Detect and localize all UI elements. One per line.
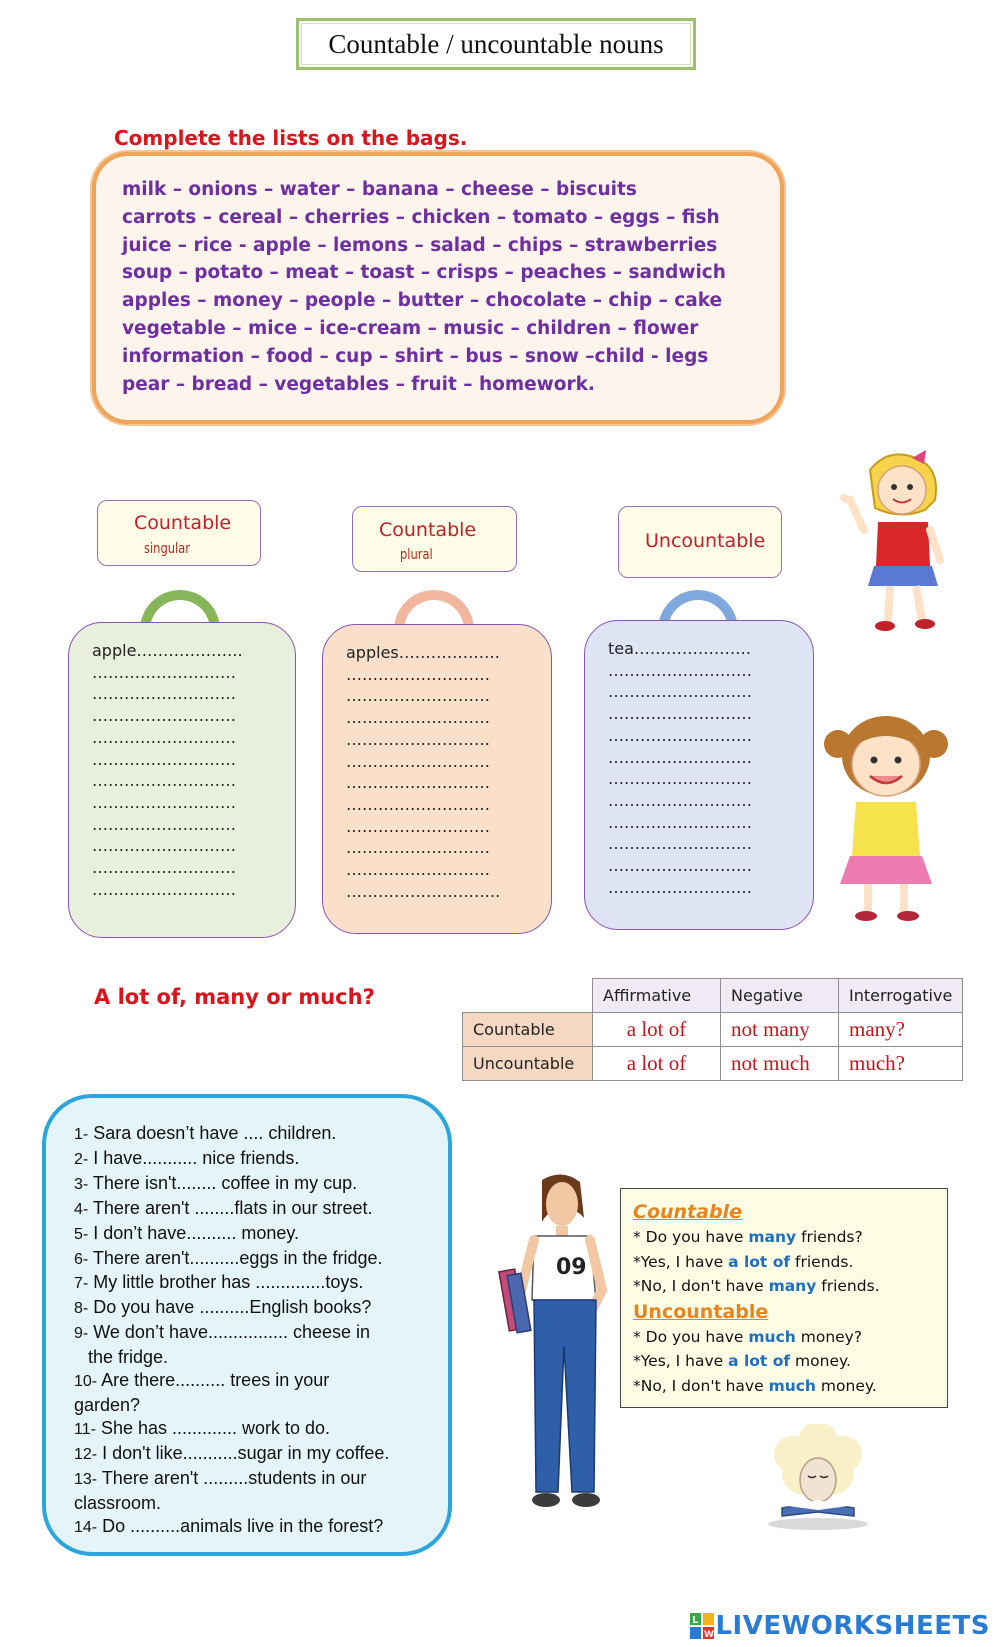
exercise-item[interactable]: 2- I have........... nice friends. [74, 1147, 300, 1168]
exercise-item-continuation: classroom. [74, 1492, 162, 1513]
word-list [122, 176, 782, 398]
table-cell: much? [839, 1047, 963, 1081]
exercise-item-continuation: the fridge. [88, 1347, 169, 1368]
word-line: carrots – cereal – cherries – chicken – tomato – eggs – fish [122, 206, 720, 228]
examples-heading-countable: Countable [633, 1201, 742, 1223]
exercise-item[interactable]: 14- Do ..........animals live in the forest? [74, 1515, 384, 1536]
exercise-item[interactable]: 5- I don’t have.......... money. [74, 1222, 300, 1243]
page-title [296, 18, 696, 70]
grammar-table [462, 978, 963, 1081]
exercise-item[interactable]: 4- There aren't ........flats in our street. [74, 1197, 373, 1218]
blank-line[interactable]: ……………………… [92, 814, 236, 834]
blank-line[interactable]: ……………………… [608, 812, 752, 832]
blank-line[interactable]: ……………………… [92, 879, 236, 899]
bag-lines-uncountable [608, 638, 752, 898]
table-row [463, 1047, 963, 1081]
blank-line[interactable]: ……………………… [92, 792, 236, 812]
example-line: *No, I don't have much money. [633, 1376, 877, 1395]
blank-line[interactable]: ……………………… [346, 773, 490, 793]
label-title: Countable [379, 519, 477, 541]
svg-text:W: W [704, 1630, 715, 1640]
sheep-reading-illustration [752, 1424, 882, 1534]
word-line: information – food – cup – shirt – bus – snow –child - legs [122, 345, 709, 367]
blank-line[interactable]: ……………………… [92, 727, 236, 747]
exercise-item[interactable]: 13- There aren't .........students in our [74, 1467, 367, 1488]
example-line: *Yes, I have a lot of friends. [633, 1252, 854, 1271]
table-header: Affirmative [593, 979, 721, 1013]
section2-heading: A lot of, many or much? [94, 985, 375, 1009]
example-line: * Do you have much money? [633, 1327, 863, 1346]
blank-line[interactable]: ……………………… [92, 662, 236, 682]
blank-line[interactable]: ……………………… [608, 747, 752, 767]
blank-line[interactable]: ……………………… [608, 682, 752, 702]
footer-brand: LIVEWORKSHEETS [715, 1611, 990, 1641]
page-title-text: Countable / uncountable nouns [328, 28, 664, 59]
word-line: soup – potato – meat – toast – crisps – peaches – sandwich [122, 262, 726, 284]
svg-text:L: L [692, 1615, 699, 1626]
blank-line[interactable]: ……………………….. [346, 881, 501, 901]
exercise-item[interactable]: 7- My little brother has ..............toys. [74, 1272, 364, 1293]
word-line: juice – rice - apple – lemons – salad – chips – strawberries [122, 234, 718, 256]
student-woman-illustration [498, 1170, 628, 1530]
table-header-row [463, 979, 963, 1013]
label-uncountable [618, 506, 782, 578]
bag-example: apples………………. [346, 643, 500, 662]
table-cell: not much [721, 1047, 839, 1081]
exercise-item[interactable]: 9- We don’t have................ cheese in [74, 1322, 371, 1343]
bag-example: tea…………………. [608, 639, 752, 658]
exercise-item-continuation: garden? [74, 1394, 141, 1415]
blank-line[interactable]: ……………………… [608, 769, 752, 789]
blank-line[interactable]: ……………………… [608, 660, 752, 680]
row-label: Countable [463, 1013, 593, 1047]
examples-heading-uncountable: Uncountable [633, 1300, 769, 1323]
blank-line[interactable]: ……………………… [346, 708, 490, 728]
example-line: *Yes, I have a lot of money. [633, 1352, 851, 1370]
blank-line[interactable]: ……………………… [346, 686, 490, 706]
girl-waving-illustration [830, 440, 960, 640]
table-header: Interrogative [839, 979, 963, 1013]
label-subtitle: singular [144, 541, 190, 557]
footer-logo[interactable] [689, 1611, 990, 1641]
blank-line[interactable]: ……………………… [346, 794, 490, 814]
blank-line[interactable]: ……………………… [92, 858, 236, 878]
instruction-heading: Complete the lists on the bags. [114, 126, 468, 150]
blank-line[interactable]: ……………………… [608, 704, 752, 724]
exercise-item[interactable]: 6- There aren't..........eggs in the fridge. [74, 1247, 383, 1268]
label-title: Countable [134, 512, 232, 534]
table-row [463, 1013, 963, 1047]
blank-line[interactable]: ……………………… [608, 790, 752, 810]
word-line: vegetable – mice – ice-cream – music – children – flower [122, 317, 699, 339]
blank-line[interactable]: ……………………… [608, 725, 752, 745]
exercise-item[interactable]: 11- She has ............. work to do. [74, 1417, 331, 1438]
blank-line[interactable]: ……………………… [346, 860, 490, 880]
exercise-item[interactable]: 10- Are there.......... trees in your [74, 1370, 330, 1391]
blank-line[interactable]: ……………………… [608, 877, 752, 897]
bag-lines-countable-singular [92, 640, 243, 900]
table-cell: a lot of [593, 1047, 721, 1081]
blank-line[interactable]: ……………………… [346, 729, 490, 749]
blank-line[interactable]: ……………………… [346, 838, 490, 858]
example-line: * Do you have many friends? [633, 1228, 863, 1246]
label-title: Uncountable [645, 530, 766, 552]
blank-line[interactable]: ……………………… [92, 771, 236, 791]
word-line: apples – money – people – butter – chocolate – chip – cake [122, 290, 723, 312]
blank-line[interactable]: ……………………… [92, 706, 236, 726]
girl-smiling-illustration [822, 706, 952, 926]
blank-line[interactable]: ……………………… [92, 749, 236, 769]
label-subtitle: plural [400, 547, 433, 563]
table-header: Negative [721, 979, 839, 1013]
blank-line[interactable]: ……………………… [346, 664, 490, 684]
row-label: Uncountable [463, 1047, 593, 1081]
example-line: *No, I don't have many friends. [633, 1277, 880, 1295]
blank-line[interactable]: ……………………… [92, 836, 236, 856]
examples-box [620, 1188, 948, 1408]
exercise-item[interactable]: 3- There isn't........ coffee in my cup. [74, 1172, 358, 1193]
word-line: milk – onions – water – banana – cheese – biscuits [122, 179, 637, 200]
blank-line[interactable]: ……………………… [608, 834, 752, 854]
bag-lines-countable-plural [346, 642, 500, 902]
word-line: pear – bread – vegetables – fruit – homework. [122, 373, 595, 395]
table-cell: many? [839, 1013, 963, 1047]
blank-line[interactable]: ……………………… [92, 684, 236, 704]
liveworksheets-logo-icon [689, 1611, 715, 1641]
blank-line[interactable]: ……………………… [346, 751, 490, 771]
table-cell: not many [721, 1013, 839, 1047]
table-cell: a lot of [593, 1013, 721, 1047]
table-corner [463, 979, 593, 1013]
label-countable-singular [97, 500, 261, 566]
exercise-item[interactable]: 1- Sara doesn’t have .... children. [74, 1123, 337, 1143]
svg-text:09: 09 [556, 1255, 587, 1280]
blank-line[interactable]: ……………………… [608, 856, 752, 876]
blank-line[interactable]: ……………………… [346, 816, 490, 836]
exercise-list [74, 1122, 454, 1539]
exercise-item[interactable]: 12- I don't like...........sugar in my coffee. [74, 1442, 390, 1463]
exercise-item[interactable]: 8- Do you have ..........English books? [74, 1297, 372, 1318]
bag-example: apple……………….. [92, 641, 243, 660]
label-countable-plural [352, 506, 517, 572]
